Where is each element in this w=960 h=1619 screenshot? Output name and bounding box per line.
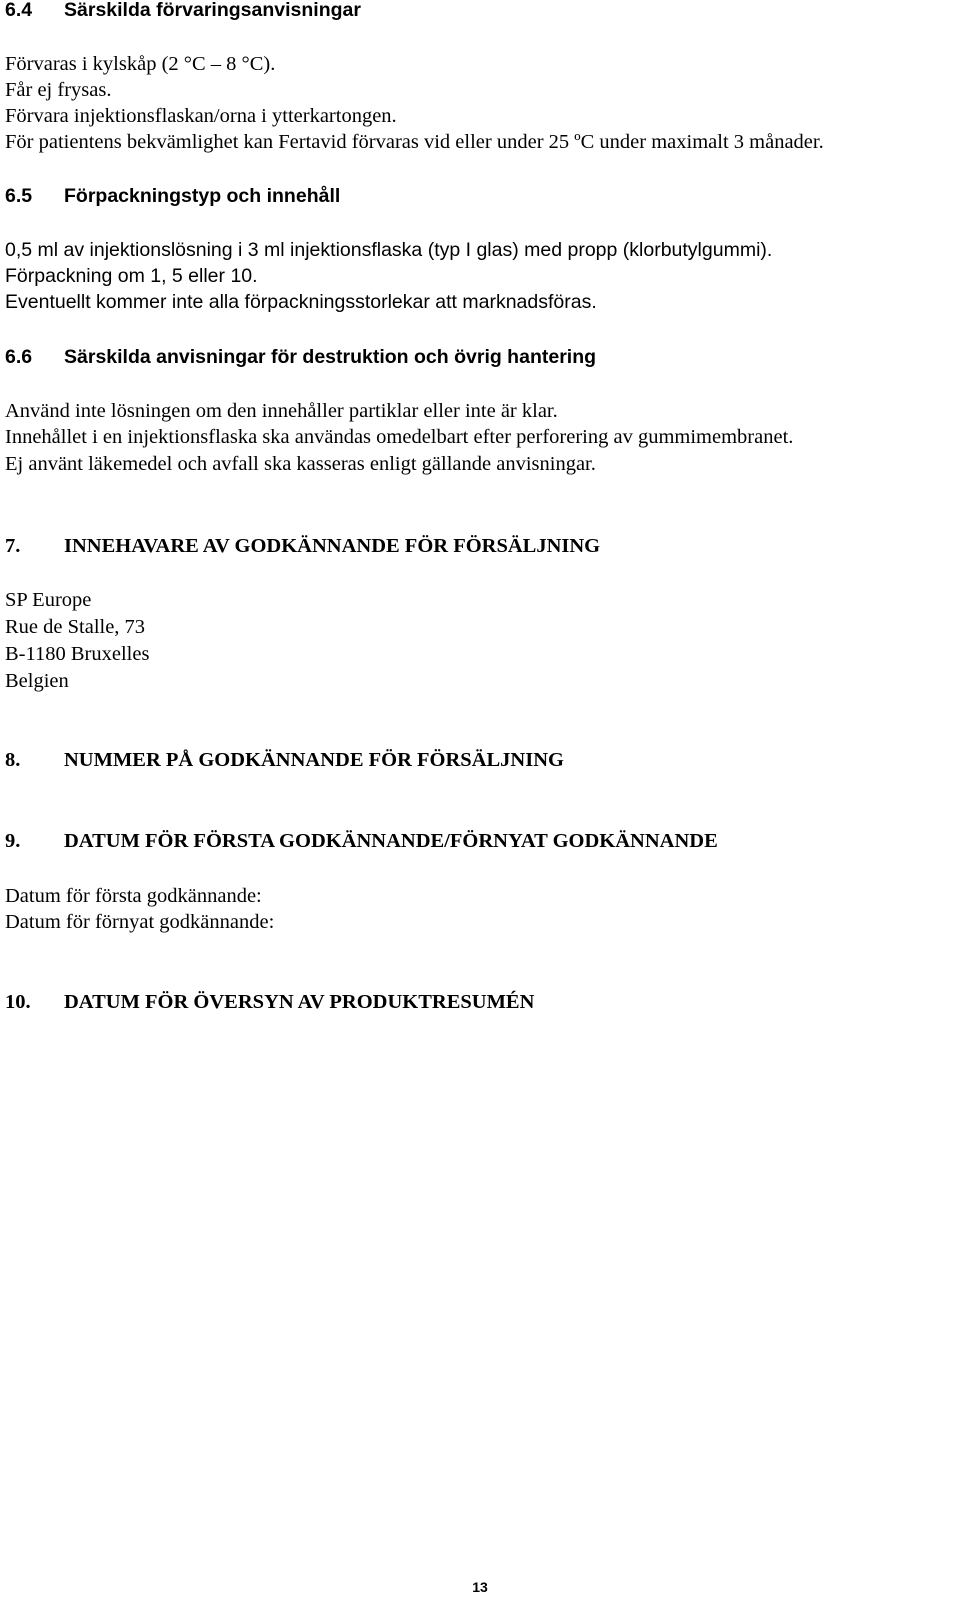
paragraph-line: 0,5 ml av injektionslösning i 3 ml injektionsflaska (typ I glas) med propp (klorbutylgummi).: [5, 239, 773, 261]
paragraph-line: För patientens bekvämlighet kan Fertavid förvaras vid eller under 25 ºC under maximalt 3 månader.: [5, 131, 824, 153]
section-7-heading: [5, 534, 600, 558]
section-6-4-heading: [5, 0, 361, 22]
paragraph-line: Förvara injektionsflaskan/orna i ytterkartongen.: [5, 105, 397, 127]
section-number: 8.: [5, 749, 21, 771]
paragraph-line: Får ej frysas.: [5, 79, 112, 101]
section-6-6-heading: [5, 345, 596, 369]
section-number: 7.: [5, 535, 21, 557]
section-10-heading: [5, 990, 534, 1014]
section-title: Särskilda anvisningar för destruktion och övrig hantering: [64, 346, 597, 368]
paragraph-line: Datum för förnyat godkännande:: [5, 911, 275, 933]
paragraph-line: Förvaras i kylskåp (2 °C – 8 °C).: [5, 53, 276, 75]
section-number: 6.6: [5, 346, 33, 368]
page-number: 13: [472, 1579, 488, 1595]
section-9-heading: [5, 829, 718, 853]
section-number: 6.4: [5, 0, 33, 21]
section-title: Förpackningstyp och innehåll: [64, 185, 341, 207]
section-number: 6.5: [5, 185, 33, 207]
section-title: DATUM FÖR FÖRSTA GODKÄNNANDE/FÖRNYAT GODKÄNNANDE: [64, 830, 718, 852]
section-number: 10.: [5, 991, 31, 1013]
section-title: NUMMER PÅ GODKÄNNANDE FÖR FÖRSÄLJNING: [64, 749, 564, 771]
paragraph-line: Förpackning om 1, 5 eller 10.: [5, 265, 258, 287]
paragraph-line: Datum för första godkännande:: [5, 885, 262, 907]
section-title: DATUM FÖR ÖVERSYN AV PRODUKTRESUMÉN: [64, 991, 535, 1013]
address-line: Belgien: [5, 670, 69, 692]
address-line: SP Europe: [5, 589, 92, 611]
section-number: 9.: [5, 830, 21, 852]
address-line: B-1180 Bruxelles: [5, 643, 150, 665]
paragraph-line: Använd inte lösningen om den innehåller partiklar eller inte är klar.: [5, 400, 558, 422]
section-title: Särskilda förvaringsanvisningar: [64, 0, 361, 21]
paragraph-line: Ej använt läkemedel och avfall ska kasseras enligt gällande anvisningar.: [5, 453, 596, 475]
section-8-heading: [5, 748, 564, 772]
section-6-5-heading: [5, 184, 340, 208]
section-title: INNEHAVARE AV GODKÄNNANDE FÖR FÖRSÄLJNING: [64, 535, 601, 557]
paragraph-line: Innehållet i en injektionsflaska ska användas omedelbart efter perforering av gummimembranet.: [5, 426, 794, 448]
paragraph-line: Eventuellt kommer inte alla förpackningsstorlekar att marknadsföras.: [5, 291, 597, 313]
address-line: Rue de Stalle, 73: [5, 616, 146, 638]
